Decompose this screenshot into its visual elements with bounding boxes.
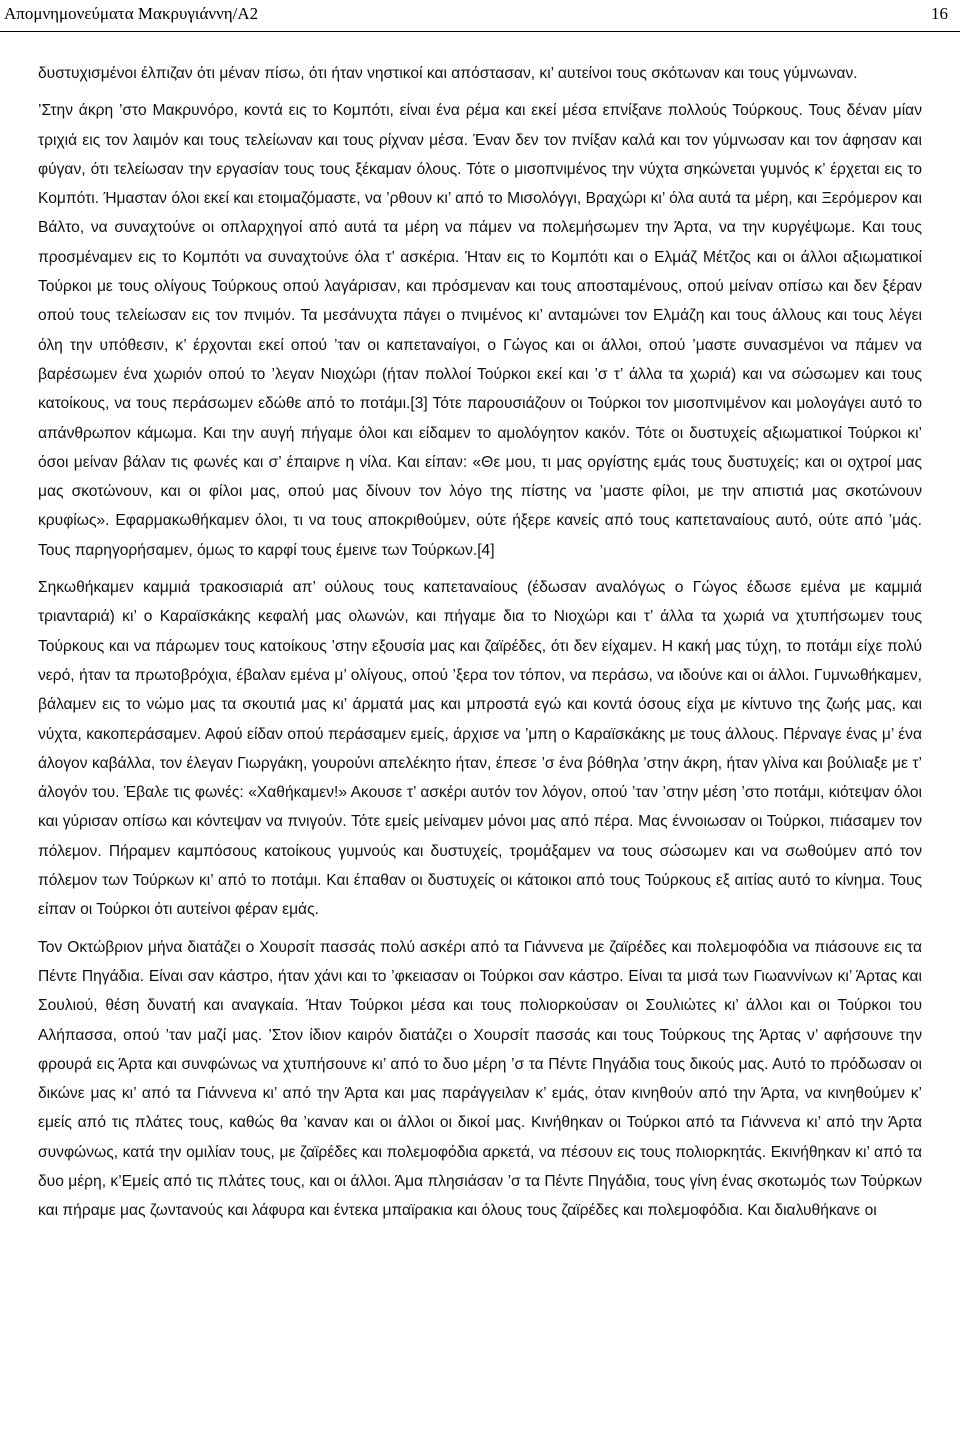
paragraph: Σηκωθήκαμεν καμμιά τρακοσιαριά απ’ ούλους τους καπεταναίους (έδωσαν αναλόγως ο Γώγος έδωσε εμένα με καμμιά τριανταριά) κι’ ο Καραϊσκάκης κεφαλή μας ολωνών, και πήγαμε δια το Νιοχώρι και τ’ άλλα τα χωριά να χτυπήσωμεν τους Τούρκους και να πάρωμεν τους κατοίκους ’στην εξουσία μας και ζαϊρέδες, ότι δεν είχαμεν. Η κακή μας τύχη, το ποτάμι είχε πολύ νερό, ήταν τα πρωτοβρόχια, έβαλαν εμένα μ’ ολίγους, οπού ’ξερα τον τόπον, να περάσω, να ιδούνε και οι άλλοι. Γυμνωθήκαμεν, βάλαμεν εις το νώμο μας τα σκουτιά μας κι’ άρματά μας και μπροστά εγώ και κοντά όσους είχα με κίντυνο της ζωής μας, και νύχτα, κακοπεράσαμεν. Αφού είδαν οπού περάσαμεν εμείς, άρχισε να ’μπη ο Καραϊσκάκης με τους άλλους. Πέρναγε ένας μ’ ένα άλογον καβάλλα, τον έλεγαν Γιωργάκη, γουρούνι απελέκητο ήταν, έπεσε ’σ ένα βόθηλα ’στην άκρη, ήταν γλίνα και βούλιαξε με τ’ άλογόν του. Έβαλε τις φωνές: «Χαθήκαμεν!» Ακουσε τ’ ασκέρι αυτόν τον λόγον, οπού ’ταν ’στην μέση ’στο ποτάμι, κιότεψαν όλοι και γύρισαν οπίσω και κόντεψαν να πνιγούν. Τότε εμείς μείναμεν μόνοι μας από πέρα. Μας έννοιωσαν οι Τούρκοι, πιάσαμεν τον πόλεμον. Πήραμεν καμπόσους κατοίκους γυμνούς και δυστυχείς, τρομάξαμεν να τους σώσωμεν και να σωθούμεν από τον πόλεμον των Τούρκων κι’ από το ποτάμι. Και έπαθαν οι δυστυχείς οι κάτοικοι από τους Τούρκους εξ αιτίας αυτό το κίνημα. Τους είπαν οι Τούρκοι ότι αυτείνοι φέραν εμάς.: [38, 579, 922, 919]
header-divider: [0, 31, 960, 32]
page-number: 16: [931, 4, 948, 23]
page-header: [0, 0, 960, 32]
body-text: [38, 59, 922, 1226]
paragraph: δυστυχισμένοι έλπιζαν ότι μέναν πίσω, ότι ήταν νηστικοί και απόστασαν, κι’ αυτείνοι τους σκότωναν και τους γύμνωναν.: [38, 65, 858, 82]
paragraph: Τον Οκτώβριον μήνα διατάζει ο Χουρσίτ πασσάς πολύ ασκέρι από τα Γιάννενα με ζαϊρέδες και πολεμοφόδια να πιάσουνε εις τα Πέντε Πηγάδια. Είναι σαν κάστρο, ήταν χάνι και το ’φκειασαν οι Τούρκοι σαν κάστρο. Είναι τα μισά των Γιωαννίνων κι’ Άρτας και Σουλιού, θέση δυνατή και αναγκαία. Ήταν Τούρκοι μέσα και τους πολιορκούσαν οι Σουλιώτες κι’ άλλοι και οι Τούρκοι του Αλήπασσα, οπού ’ταν μαζί μας. ’Στον ίδιον καιρόν διατάζει ο Χουρσίτ πασσάς και τους Τούρκους της Άρτας ν’ αφήσουνε την φρουρά εις Άρτα και συνφώνως να χτυπήσουνε κι’ από το δυο μέρη ’σ τα Πέντε Πηγάδια τους δικούς μας. Αυτό το πρόδωσαν οι δικώνε μας κι’ από τα Γιάννενα κι’ από την Άρτα και μας παράγγειλαν κ’ εμάς, όταν κινηθούν από την Άρτα, να κινηθούμεν κ’ εμείς από τις πλάτες τους, καθώς θα ’καναν και οι άλλοι οι δικοί μας. Κινήθηκαν οι Τούρκοι από τα Γιάννενα κι’ από την Άρτα συνφώνως, κατά την ομιλίαν τους, με ζαϊρέδες και πολεμοφόδια αρκετά, να πέσουν εις τους πολιορκητάς. Εκινήθηκαν κι’ από τα δυο μέρη, κ’Εμείς από τις πλάτες τους, και οι άλλοι. Άμα πλησιάσαν ’σ τα Πέντε Πηγάδια, τους γίνη ένας σκοτωμός των Τούρκων και πήραμε μας ζωντανούς και λάφυρα και έντεκα μπαϊρακια και όλους τους ζαϊρέδες και πολεμοφόδια. Και διαλυθήκανε οι: [38, 938, 922, 1220]
paragraph: ’Στην άκρη ’στο Μακρυνόρο, κοντά εις το Κομπότι, είναι ένα ρέμα και εκεί μέσα επνίξανε πολλούς Τούρκους. Τους δέναν μίαν τριχιά εις τον λαιμόν και τους τελείωναν και τους ρίχναν μέσα. Έναν δεν τον πνίξαν καλά και τον γύμνωσαν και τον άφησαν και φύγαν, ότι τελείωσαν την εργασίαν τους τους ξέκαμαν όλους. Τότε ο μισοπνιμένος την νύχτα σηκώνεται γυμνός κ’ έρχεται εις το Κομπότι. Ήμασταν όλοι εκεί και ετοιμαζόμαστε, να ’ρθουν κι’ από το Μισολόγγι, Βραχώρι κι’ όλα αυτά τα μέρη, και Ξερόμερον και Βάλτο, να συναχτούνε οι οπλαρχηγοί από αυτά τα μέρη να πάμεν να πολεμήσωμεν την Άρτα, να την κυργέψωμε. Και τους προσμέναμεν εις το Κομπότι να συναχτούνε όλα τ’ ασκέρια. Ήταν εις το Κομπότι και ο Ελμάζ Μέτζος και οι άλλοι αξιωματικοί Τούρκοι με τους ολίγους Τούρκους οπού λαγάρισαν, και πρόσμεναν και τους αποσταμένους, οπού μείναν οπίσω και δεν ξέραν οπού τους τελείωσαν εις τον πνιμόν. Τα μεσάνυχτα πάγει ο πνιμένος κι’ ανταμώνει τον Ελμάζη και τους άλλους και τους λέγει όλη την υπόθεσιν, κ’ έρχονται εκεί οπού ’ταν οι καπεταναίγοι, ο Γώγος και οι άλλοι, οπού ’μαστε συνασμένοι να πάμεν να βαρέσωμεν ένα χωριόν οπού το ’λεγαν Νιοχώρι (ήταν πολλοί Τούρκοι εκεί και ’σ τ’ άλλα τα χωριά) και να σώσωμεν και τους κατοίκους, να τους περάσωμεν εδώθε από το ποτάμι.[3] Τότε παρουσιάζουν οι Τούρκοι τον μισοπνιμένον και μολογάγει αυτό το απάνθρωπον κάμωμα. Και την αυγή πήγαμε όλοι και είδαμεν το αμολόγητον κακόν. Τότε οι δυστυχείς αξιωματικοί Τούρκοι κι’ όσοι μείναν βάλαν τις φωνές και σ’ έπαιρνε η νίλα. Και είπαν: «Θε μου, τι μας οργίστης εμάς τους δυστυχείς; και οι οχτροί μας μας σκοτώνουν, και οι φίλοι μας, οπού μας δίνουν τον λόγο της πίστης να ’μαστε φίλοι, με την απιστιά μας σκοτώνουν κρυφίως». Εφαρμακωθήκαμεν όλοι, τι να τους αποκριθούμεν, ούτε ήξερε κανείς από τους καπεταναίους αυτό, ούτε από ’μάς. Τους παρηγορήσαμεν, όμως το καρφί τους έμεινε των Τούρκων.[4]: [38, 102, 922, 559]
document-title: Απομνημονεύματα Μακρυγιάννη/Α2: [4, 4, 259, 23]
